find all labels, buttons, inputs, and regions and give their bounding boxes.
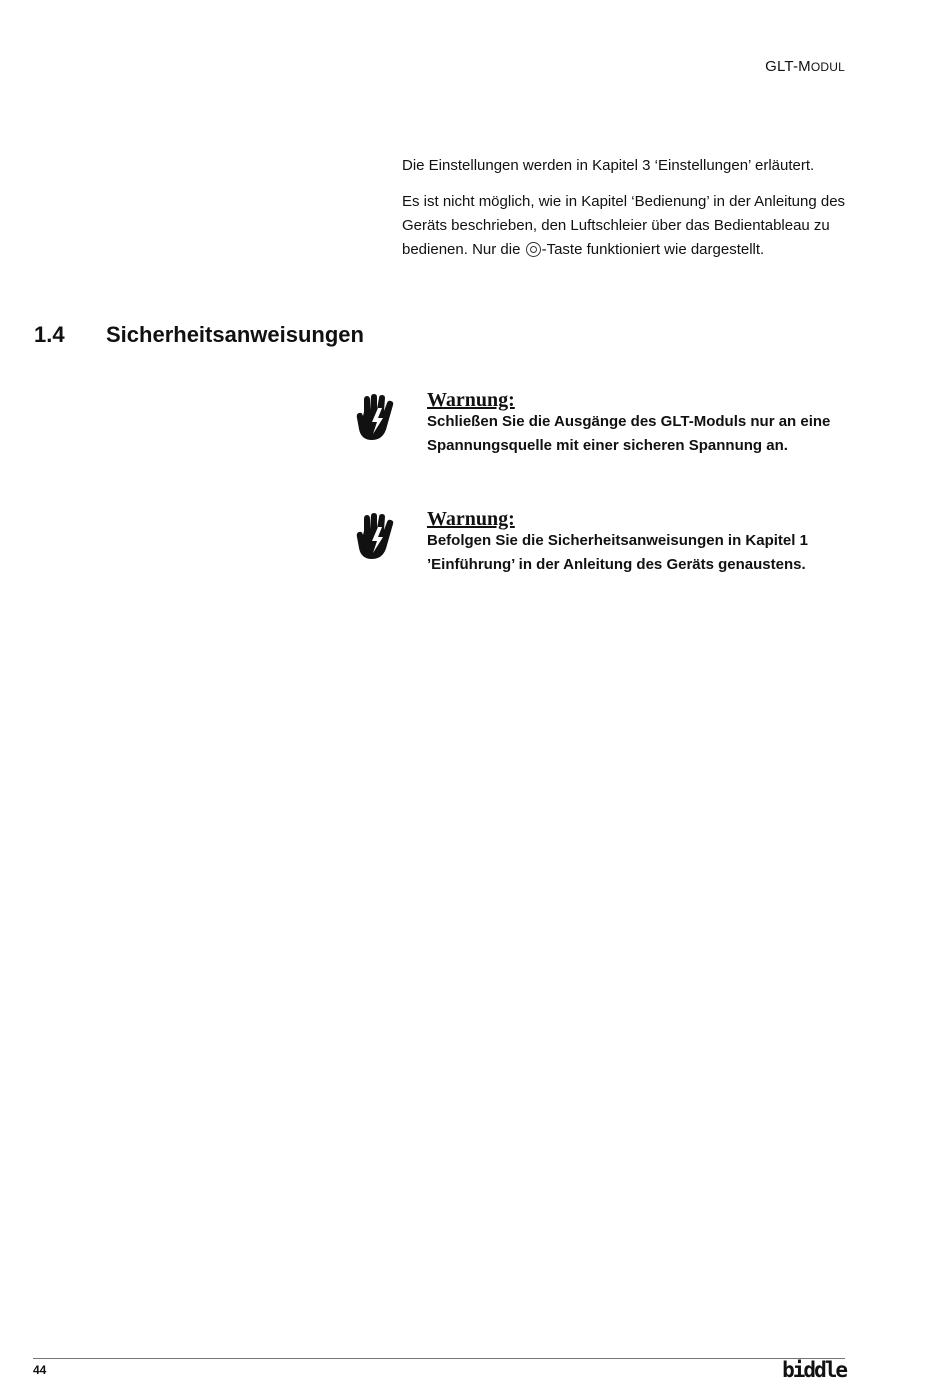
warning-text-1: Schließen Sie die Ausgänge des GLT-Moduls nur an eine Spannungsquelle mit einer sicheren Spannung an. (427, 413, 831, 454)
electric-hazard-hand-icon (356, 513, 398, 563)
warning-body-2 (427, 509, 847, 577)
intro-text (402, 154, 847, 274)
running-header-smallcaps: ODUL (810, 60, 845, 74)
section-number: 1.4 (34, 322, 65, 347)
warning-title-2: Warnung: (427, 508, 515, 530)
electric-hazard-hand-icon (356, 394, 398, 444)
intro-paragraph-2-start: Es ist nicht möglich, wie in Kapitel ‘Bedienung’ in der Anleitung des Geräts beschrieben, den Luftschleier über das Bedientableau zu bedienen. Nur die (402, 193, 846, 258)
running-header-main: GLT-M (765, 58, 811, 75)
warning-title-1: Warnung: (427, 389, 515, 411)
footer-divider (33, 1358, 845, 1359)
intro-paragraph-2 (402, 190, 847, 262)
intro-paragraph-1: Die Einstellungen werden in Kapitel 3 ‘Einstellungen’ erläutert. (402, 157, 815, 174)
intro-paragraph-2-end: -Taste funktioniert wie dargestellt. (541, 241, 765, 258)
warning-body-1 (427, 390, 847, 458)
brand-logo: biddle (782, 1358, 846, 1382)
section-title: Sicherheitsanweisungen (106, 322, 364, 347)
power-button-icon (526, 242, 541, 257)
warning-text-2: Befolgen Sie die Sicherheitsanweisungen in Kapitel 1 ’Einführung’ in der Anleitung des Geräts genaustens. (427, 532, 808, 573)
page-number: 44 (33, 1363, 47, 1377)
section-heading (34, 322, 364, 348)
running-header (765, 58, 845, 75)
